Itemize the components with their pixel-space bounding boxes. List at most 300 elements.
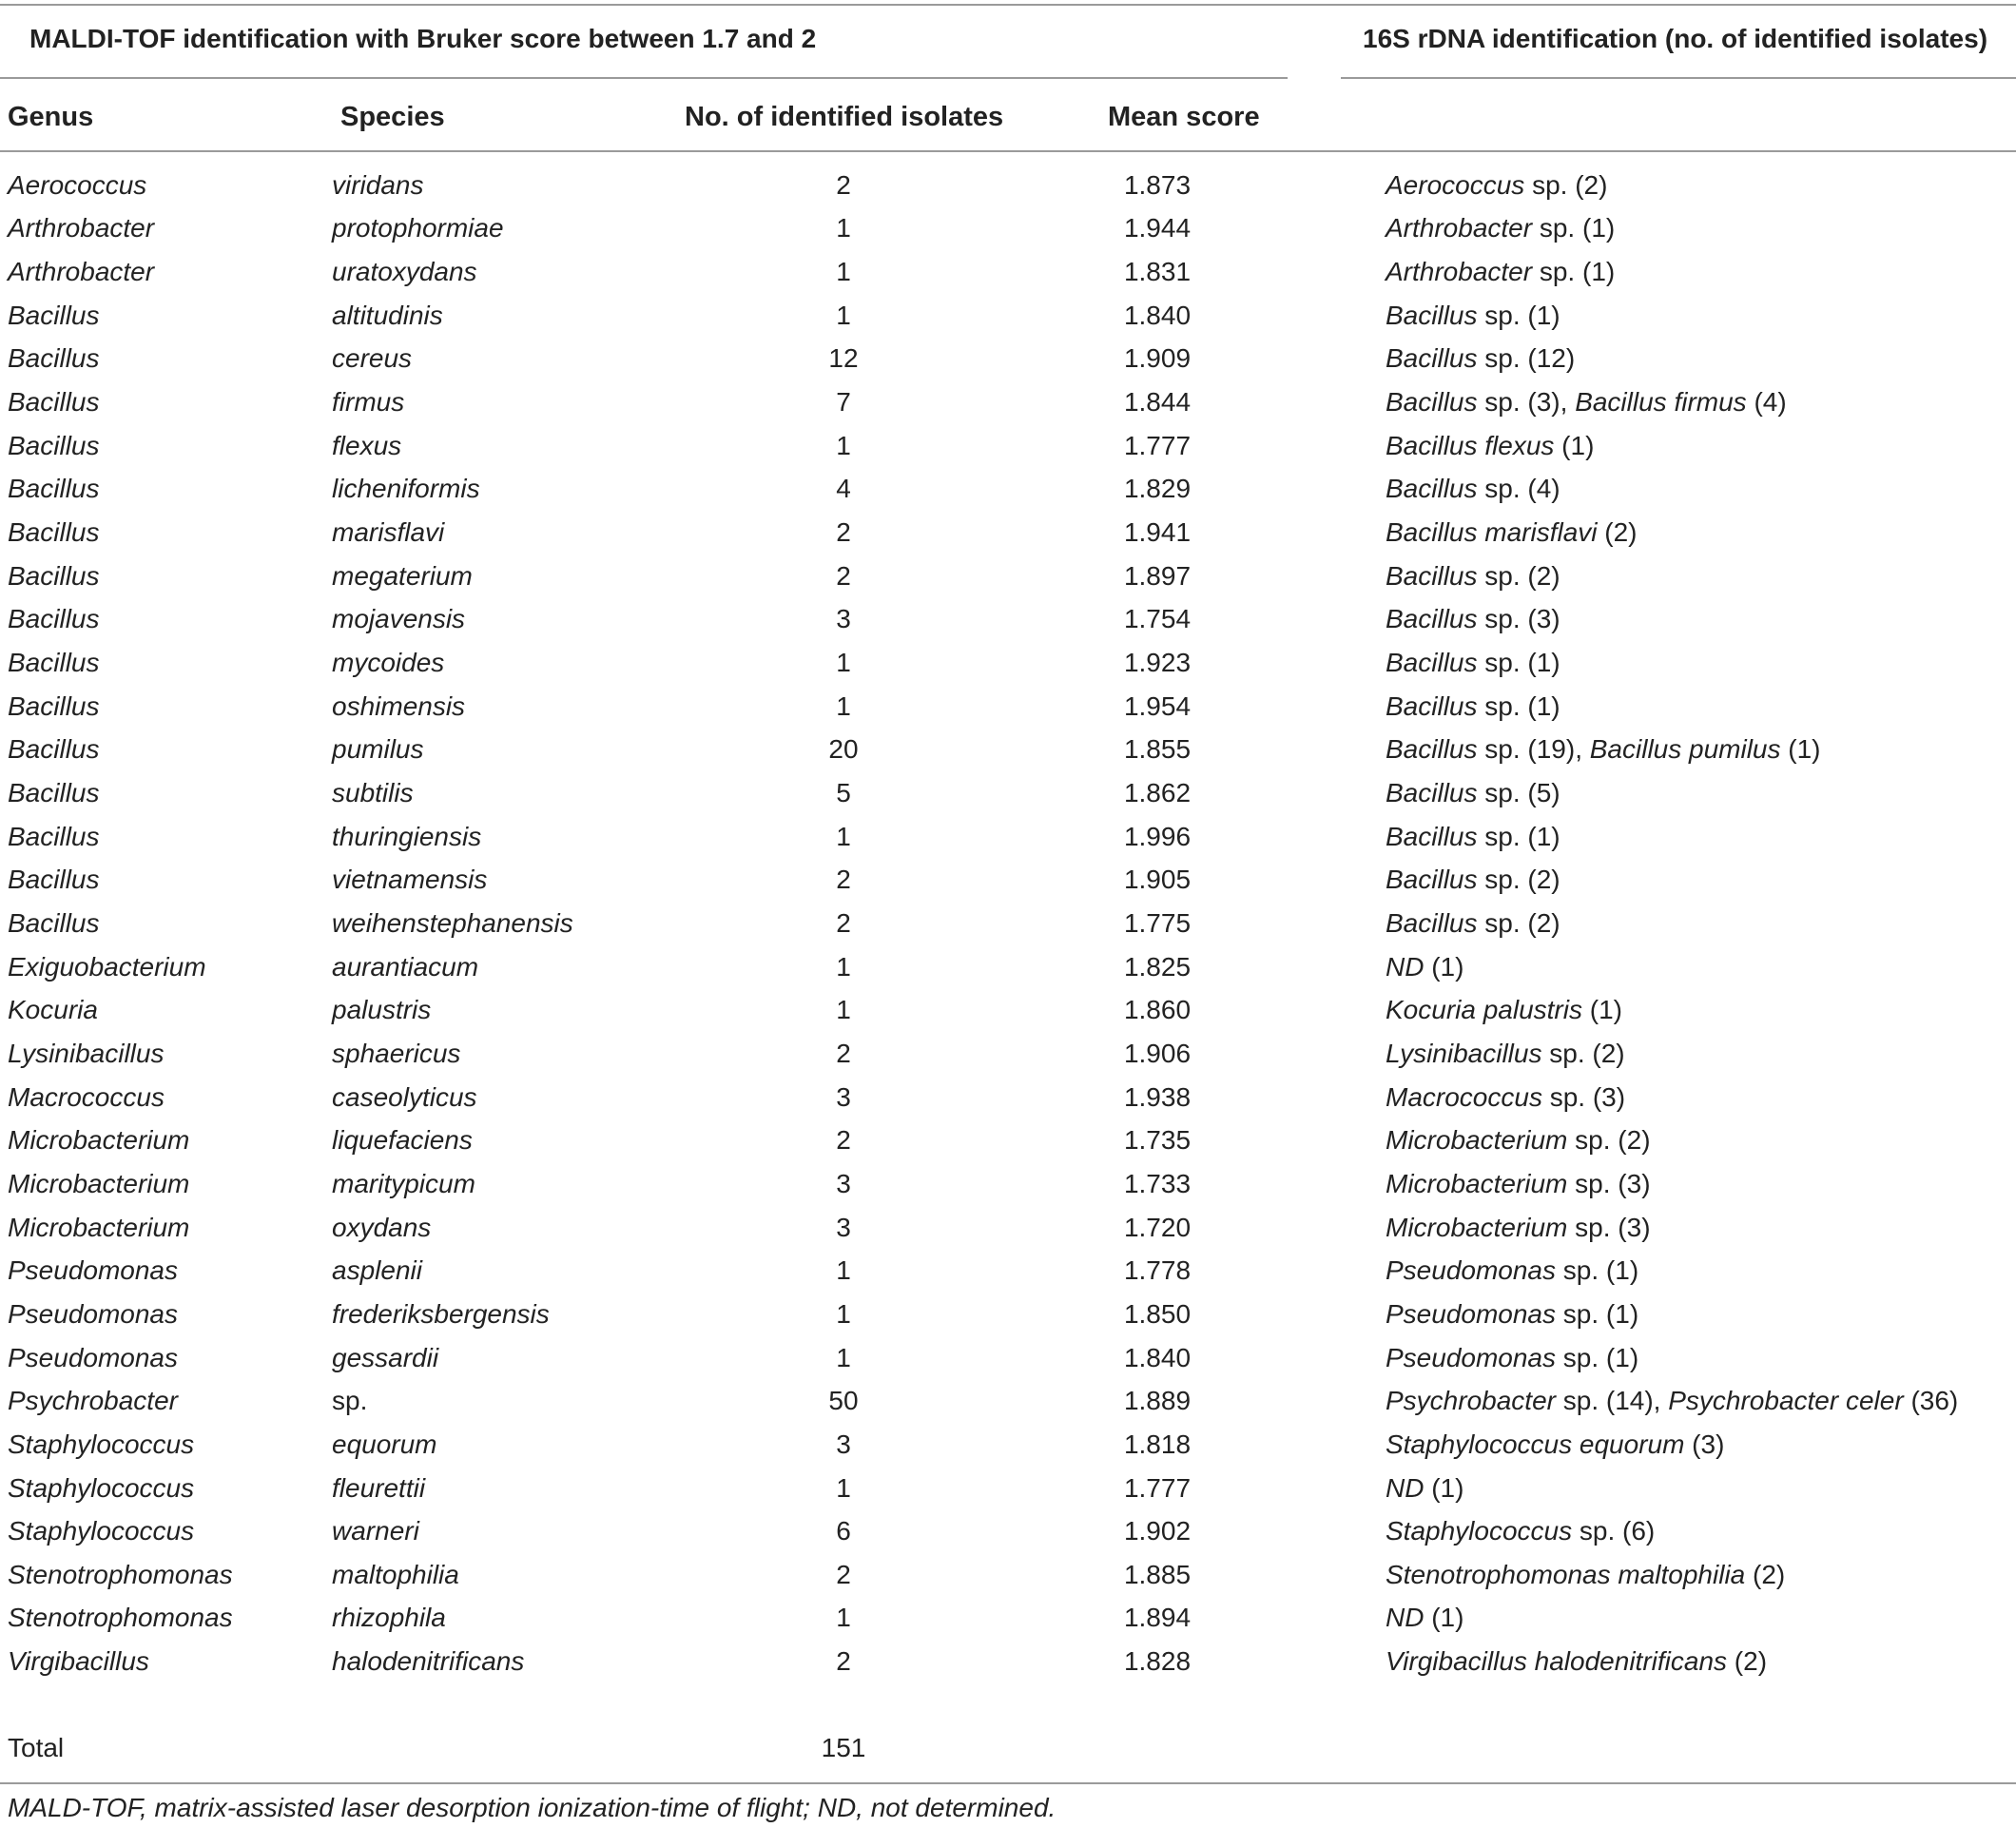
- table-row: [0, 554, 2016, 598]
- species-cell: licheniformis: [332, 474, 480, 504]
- genus-cell: Bacillus: [8, 387, 100, 418]
- rdna-identification-cell: [1376, 598, 2016, 642]
- rdna-taxon-count: sp. (2): [1477, 907, 1560, 938]
- rdna-identification-cell: [1376, 1640, 2016, 1683]
- table-row: [0, 1076, 2016, 1119]
- rdna-identification-cell: [1376, 945, 2016, 989]
- table-row: [0, 815, 2016, 859]
- table-row: [0, 1293, 2016, 1336]
- species-cell: oshimensis: [332, 690, 466, 721]
- genus-cell: Bacillus: [8, 560, 100, 591]
- rdna-identification-cell: [1376, 641, 2016, 685]
- table-row: [0, 164, 2016, 207]
- genus-cell: Pseudomonas: [8, 1298, 179, 1329]
- rdna-group-header: 16S rDNA identification (no. of identified isolates): [1363, 24, 1988, 53]
- mean-score-cell: 1.862: [1123, 778, 1192, 808]
- table-body: [0, 164, 2016, 1683]
- isolates-cell: 20: [828, 734, 859, 765]
- rdna-identification-cell: [1376, 424, 2016, 468]
- rdna-taxon-name: Psychrobacter: [1386, 1386, 1556, 1416]
- mean-score-cell: 1.828: [1123, 1646, 1192, 1677]
- rdna-taxon-name: Bacillus: [1386, 648, 1478, 678]
- genus-cell: Bacillus: [8, 734, 100, 765]
- rdna-taxon-count: sp. (19),: [1477, 734, 1590, 765]
- table-row: [0, 1206, 2016, 1250]
- species-cell: oxydans: [332, 1212, 432, 1242]
- isolates-cell: 1: [836, 1603, 851, 1633]
- species-cell: gessardii: [332, 1342, 439, 1372]
- genus-cell: Bacillus: [8, 474, 100, 504]
- rdna-taxon-name: Bacillus firmus: [1575, 387, 1747, 418]
- genus-cell: Bacillus: [8, 604, 100, 634]
- table-row: [0, 468, 2016, 512]
- table-row: [0, 859, 2016, 903]
- table-row: [0, 598, 2016, 642]
- table-row: [0, 1162, 2016, 1206]
- mean-score-cell: 1.825: [1123, 951, 1192, 982]
- table-row: [0, 1553, 2016, 1597]
- mean-score-column-header: Mean score: [1108, 102, 1260, 132]
- rdna-taxon-count: (2): [1745, 1559, 1786, 1589]
- rdna-identification-cell: [1376, 815, 2016, 859]
- species-cell: aurantiacum: [332, 951, 479, 982]
- mean-score-cell: 1.777: [1123, 1472, 1192, 1503]
- rdna-taxon-name: Macrococcus: [1386, 1081, 1542, 1112]
- rdna-taxon-name: Pseudomonas: [1386, 1298, 1557, 1329]
- rdna-taxon-name: Bacillus: [1386, 821, 1478, 851]
- rdna-identification-cell: [1376, 1206, 2016, 1250]
- mean-score-cell: 1.778: [1123, 1255, 1192, 1286]
- isolates-cell: 5: [836, 778, 851, 808]
- rdna-taxon-count: sp. (2): [1541, 1038, 1625, 1068]
- maldi-group-header: MALDI-TOF identification with Bruker score between 1.7 and 2: [29, 24, 817, 53]
- rdna-taxon-name: Microbacterium: [1386, 1212, 1568, 1242]
- mean-score-cell: 1.831: [1123, 257, 1192, 287]
- genus-cell: Bacillus: [8, 821, 100, 851]
- mean-score-cell: 1.873: [1123, 169, 1192, 200]
- rdna-taxon-count: sp. (1): [1532, 257, 1616, 287]
- species-cell: sphaericus: [332, 1038, 461, 1068]
- rdna-taxon-name: Staphylococcus equorum: [1386, 1429, 1685, 1459]
- table-row: [0, 207, 2016, 251]
- identification-table: [0, 164, 2016, 1683]
- rdna-taxon-count: (1): [1424, 951, 1464, 982]
- species-cell: maltophilia: [332, 1559, 459, 1589]
- rdna-taxon-count: sp. (2): [1477, 560, 1560, 591]
- rdna-identification-cell: [1376, 207, 2016, 251]
- genus-cell: Bacillus: [8, 517, 100, 548]
- genus-cell: Staphylococcus: [8, 1516, 195, 1546]
- species-cell: subtilis: [332, 778, 414, 808]
- table-row: [0, 380, 2016, 424]
- isolates-cell: 2: [836, 517, 851, 548]
- rdna-taxon-count: (3): [1684, 1429, 1725, 1459]
- rdna-identification-cell: [1376, 1293, 2016, 1336]
- table-row: [0, 1118, 2016, 1162]
- footnote: MALD-TOF, matrix-assisted laser desorption ionization-time of flight; ND, not determined.: [8, 1793, 1056, 1822]
- rdna-identification-cell: [1376, 511, 2016, 554]
- genus-cell: Exiguobacterium: [8, 951, 206, 982]
- mean-score-cell: 1.906: [1123, 1038, 1192, 1068]
- rdna-taxon-name: Arthrobacter: [1386, 213, 1533, 243]
- mean-score-cell: 1.923: [1123, 648, 1192, 678]
- mean-score-cell: 1.829: [1123, 474, 1192, 504]
- rdna-identification-cell: [1376, 338, 2016, 381]
- rdna-taxon-count: sp. (2): [1524, 169, 1608, 200]
- species-cell: viridans: [332, 169, 424, 200]
- species-cell: vietnamensis: [332, 865, 488, 895]
- genus-cell: Aerococcus: [8, 169, 147, 200]
- rdna-identification-cell: [1376, 988, 2016, 1032]
- isolates-cell: 50: [828, 1386, 859, 1416]
- rdna-identification-cell: [1376, 1597, 2016, 1641]
- genus-cell: Bacillus: [8, 907, 100, 938]
- isolates-cell: 2: [836, 169, 851, 200]
- isolates-cell: 1: [836, 300, 851, 330]
- mean-score-cell: 1.855: [1123, 734, 1192, 765]
- species-cell: altitudinis: [332, 300, 443, 330]
- mean-score-cell: 1.889: [1123, 1386, 1192, 1416]
- isolates-cell: 3: [836, 1212, 851, 1242]
- rdna-taxon-name: Bacillus: [1386, 690, 1478, 721]
- rdna-taxon-name: Virgibacillus halodenitrificans: [1386, 1646, 1728, 1677]
- isolates-cell: 1: [836, 1298, 851, 1329]
- rdna-identification-cell: [1376, 1553, 2016, 1597]
- species-cell: warneri: [332, 1516, 419, 1546]
- rdna-taxon-name: Bacillus: [1386, 560, 1478, 591]
- species-cell: firmus: [332, 387, 405, 418]
- rdna-taxon-count: sp. (3),: [1477, 387, 1576, 418]
- rdna-taxon-name: Bacillus pumilus: [1589, 734, 1781, 765]
- isolates-cell: 1: [836, 1472, 851, 1503]
- mean-score-cell: 1.754: [1123, 604, 1192, 634]
- rdna-taxon-name: Bacillus: [1386, 474, 1478, 504]
- table-row: [0, 988, 2016, 1032]
- rdna-taxon-name: Lysinibacillus: [1386, 1038, 1542, 1068]
- table-row: [0, 511, 2016, 554]
- isolates-cell: 2: [836, 560, 851, 591]
- total-label: Total: [8, 1733, 65, 1762]
- rdna-identification-cell: [1376, 771, 2016, 815]
- genus-cell: Bacillus: [8, 343, 100, 374]
- rdna-taxon-name: Bacillus: [1386, 604, 1478, 634]
- table-row: [0, 1640, 2016, 1683]
- rdna-taxon-count: (2): [1727, 1646, 1768, 1677]
- mean-score-cell: 1.818: [1123, 1429, 1192, 1459]
- rdna-taxon-name: Bacillus: [1386, 778, 1478, 808]
- rdna-group-rule: [1341, 77, 2016, 79]
- table-row: [0, 729, 2016, 772]
- rdna-taxon-name: Stenotrophomonas maltophilia: [1386, 1559, 1746, 1589]
- rdna-identification-cell: [1376, 1249, 2016, 1293]
- table-row: [0, 424, 2016, 468]
- mean-score-cell: 1.775: [1123, 907, 1192, 938]
- species-cell: caseolyticus: [332, 1081, 477, 1112]
- rdna-taxon-count: sp. (1): [1477, 821, 1560, 851]
- isolates-cell: 12: [828, 343, 859, 374]
- rdna-taxon-name: Bacillus: [1386, 343, 1478, 374]
- rdna-taxon-name: ND: [1386, 1472, 1425, 1503]
- rdna-identification-cell: [1376, 1423, 2016, 1467]
- rdna-taxon-count: sp. (14),: [1555, 1386, 1669, 1416]
- rdna-taxon-count: sp. (3): [1477, 604, 1560, 634]
- table-row: [0, 945, 2016, 989]
- rdna-taxon-count: sp. (3): [1567, 1212, 1651, 1242]
- mean-score-cell: 1.850: [1123, 1298, 1192, 1329]
- rdna-taxon-name: Arthrobacter: [1386, 257, 1533, 287]
- table-row: [0, 294, 2016, 338]
- rdna-taxon-name: Bacillus: [1386, 734, 1478, 765]
- genus-cell: Pseudomonas: [8, 1255, 179, 1286]
- mean-score-cell: 1.894: [1123, 1603, 1192, 1633]
- mean-score-cell: 1.905: [1123, 865, 1192, 895]
- mean-score-cell: 1.720: [1123, 1212, 1192, 1242]
- rdna-taxon-name: Bacillus: [1386, 907, 1478, 938]
- rdna-taxon-count: (1): [1424, 1603, 1464, 1633]
- rdna-taxon-name: ND: [1386, 951, 1425, 982]
- isolates-cell: 1: [836, 257, 851, 287]
- mean-score-cell: 1.954: [1123, 690, 1192, 721]
- isolates-cell: 2: [836, 907, 851, 938]
- rdna-identification-cell: [1376, 164, 2016, 207]
- species-cell: liquefaciens: [332, 1125, 473, 1156]
- species-cell: megaterium: [332, 560, 473, 591]
- rdna-taxon-name: Bacillus: [1386, 300, 1478, 330]
- table-row: [0, 1379, 2016, 1423]
- isolates-cell: 1: [836, 430, 851, 460]
- species-cell: sp.: [332, 1386, 368, 1416]
- table-row: [0, 641, 2016, 685]
- table-row: [0, 1336, 2016, 1380]
- species-cell: equorum: [332, 1429, 437, 1459]
- mean-score-cell: 1.860: [1123, 995, 1192, 1025]
- isolates-cell: 1: [836, 213, 851, 243]
- rdna-taxon-count: sp. (3): [1541, 1081, 1626, 1112]
- genus-cell: Microbacterium: [8, 1125, 190, 1156]
- genus-cell: Stenotrophomonas: [8, 1559, 233, 1589]
- rdna-taxon-name: Bacillus: [1386, 387, 1478, 418]
- species-cell: thuringiensis: [332, 821, 482, 851]
- mean-score-cell: 1.944: [1123, 213, 1192, 243]
- rdna-identification-cell: [1376, 729, 2016, 772]
- rdna-taxon-count: (1): [1554, 430, 1595, 460]
- species-cell: pumilus: [332, 734, 424, 765]
- genus-column-header: Genus: [8, 102, 94, 132]
- genus-cell: Pseudomonas: [8, 1342, 179, 1372]
- species-cell: mojavensis: [332, 604, 466, 634]
- rdna-taxon-name: Pseudomonas: [1386, 1255, 1557, 1286]
- rdna-taxon-count: sp. (1): [1556, 1298, 1639, 1329]
- rdna-identification-cell: [1376, 1162, 2016, 1206]
- rdna-taxon-name: Psychrobacter celer: [1668, 1386, 1904, 1416]
- rdna-taxon-count: (36): [1903, 1386, 1959, 1416]
- species-cell: flexus: [332, 430, 402, 460]
- rdna-taxon-count: sp. (12): [1477, 343, 1576, 374]
- genus-cell: Bacillus: [8, 690, 100, 721]
- rdna-identification-cell: [1376, 859, 2016, 903]
- isolates-cell: 1: [836, 1255, 851, 1286]
- rdna-identification-cell: [1376, 902, 2016, 945]
- mean-score-cell: 1.941: [1123, 517, 1192, 548]
- isolates-cell: 2: [836, 1038, 851, 1068]
- genus-cell: Macrococcus: [8, 1081, 165, 1112]
- rdna-identification-cell: [1376, 1032, 2016, 1076]
- rdna-identification-cell: [1376, 685, 2016, 729]
- mean-score-cell: 1.897: [1123, 560, 1192, 591]
- rdna-taxon-count: sp. (3): [1567, 1168, 1651, 1198]
- rdna-taxon-count: sp. (5): [1477, 778, 1560, 808]
- rdna-taxon-name: Staphylococcus: [1386, 1516, 1573, 1546]
- species-cell: fleurettii: [332, 1472, 426, 1503]
- isolates-cell: 1: [836, 1342, 851, 1372]
- table-row: [0, 685, 2016, 729]
- species-cell: maritypicum: [332, 1168, 475, 1198]
- rdna-identification-cell: [1376, 1336, 2016, 1380]
- genus-cell: Bacillus: [8, 300, 100, 330]
- isolates-cell: 6: [836, 1516, 851, 1546]
- rdna-taxon-count: sp. (1): [1477, 690, 1560, 721]
- mean-score-cell: 1.840: [1123, 300, 1192, 330]
- species-column-header: Species: [340, 102, 445, 132]
- rdna-taxon-name: Microbacterium: [1386, 1168, 1568, 1198]
- isolates-cell: 4: [836, 474, 851, 504]
- rdna-taxon-count: sp. (4): [1477, 474, 1560, 504]
- rdna-taxon-count: sp. (1): [1477, 300, 1560, 330]
- rdna-identification-cell: [1376, 1467, 2016, 1510]
- genus-cell: Microbacterium: [8, 1168, 190, 1198]
- rdna-taxon-count: sp. (1): [1556, 1342, 1639, 1372]
- mean-score-cell: 1.909: [1123, 343, 1192, 374]
- species-cell: uratoxydans: [332, 257, 477, 287]
- total-value: 151: [821, 1733, 866, 1762]
- isolates-cell: 2: [836, 1125, 851, 1156]
- rdna-taxon-count: sp. (1): [1532, 213, 1616, 243]
- isolates-cell: 7: [836, 387, 851, 418]
- table-row: [0, 902, 2016, 945]
- mean-score-cell: 1.840: [1123, 1342, 1192, 1372]
- rdna-identification-cell: [1376, 1118, 2016, 1162]
- table-row: [0, 1509, 2016, 1553]
- rdna-taxon-count: (4): [1746, 387, 1787, 418]
- rdna-taxon-count: sp. (6): [1572, 1516, 1656, 1546]
- species-cell: marisflavi: [332, 517, 445, 548]
- rdna-identification-cell: [1376, 1379, 2016, 1423]
- rdna-taxon-name: Aerococcus: [1386, 169, 1525, 200]
- rdna-taxon-name: Bacillus: [1386, 865, 1478, 895]
- genus-cell: Kocuria: [8, 995, 98, 1025]
- species-cell: protophormiae: [332, 213, 504, 243]
- species-cell: cereus: [332, 343, 413, 374]
- rdna-taxon-name: Bacillus marisflavi: [1386, 517, 1598, 548]
- rdna-taxon-name: Bacillus flexus: [1386, 430, 1555, 460]
- mean-score-cell: 1.938: [1123, 1081, 1192, 1112]
- species-cell: halodenitrificans: [332, 1646, 525, 1677]
- genus-cell: Bacillus: [8, 430, 100, 460]
- header-rule: [0, 150, 2016, 152]
- rdna-identification-cell: [1376, 468, 2016, 512]
- isolates-cell: 2: [836, 1646, 851, 1677]
- table-row: [0, 338, 2016, 381]
- mean-score-cell: 1.902: [1123, 1516, 1192, 1546]
- table-row: [0, 771, 2016, 815]
- genus-cell: Lysinibacillus: [8, 1038, 165, 1068]
- table-row: [0, 1597, 2016, 1641]
- rdna-taxon-count: sp. (1): [1556, 1255, 1639, 1286]
- genus-cell: Microbacterium: [8, 1212, 190, 1242]
- isolates-cell: 2: [836, 865, 851, 895]
- species-cell: mycoides: [332, 648, 445, 678]
- rdna-identification-cell: [1376, 1076, 2016, 1119]
- mean-score-cell: 1.777: [1123, 430, 1192, 460]
- table-row: [0, 1423, 2016, 1467]
- rdna-identification-cell: [1376, 380, 2016, 424]
- rdna-taxon-count: (1): [1581, 995, 1622, 1025]
- mean-score-cell: 1.996: [1123, 821, 1192, 851]
- table-row: [0, 250, 2016, 294]
- rdna-taxon-count: sp. (1): [1477, 648, 1560, 678]
- isolates-cell: 1: [836, 995, 851, 1025]
- species-cell: weihenstephanensis: [332, 907, 573, 938]
- isolates-cell: 3: [836, 1168, 851, 1198]
- genus-cell: Psychrobacter: [8, 1386, 178, 1416]
- isolates-cell: 1: [836, 951, 851, 982]
- genus-cell: Staphylococcus: [8, 1472, 195, 1503]
- genus-cell: Bacillus: [8, 648, 100, 678]
- rdna-taxon-count: sp. (2): [1567, 1125, 1651, 1156]
- genus-cell: Arthrobacter: [8, 213, 155, 243]
- isolates-cell: 3: [836, 604, 851, 634]
- rdna-taxon-count: (2): [1597, 517, 1638, 548]
- isolates-column-header: No. of identified isolates: [685, 102, 1004, 132]
- rdna-taxon-name: Pseudomonas: [1386, 1342, 1557, 1372]
- genus-cell: Bacillus: [8, 778, 100, 808]
- table-row: [0, 1249, 2016, 1293]
- genus-cell: Staphylococcus: [8, 1429, 195, 1459]
- top-rule: [0, 4, 2016, 6]
- table-row: [0, 1032, 2016, 1076]
- genus-cell: Bacillus: [8, 865, 100, 895]
- rdna-identification-cell: [1376, 554, 2016, 598]
- isolates-cell: 1: [836, 821, 851, 851]
- genus-cell: Arthrobacter: [8, 257, 155, 287]
- isolates-cell: 3: [836, 1429, 851, 1459]
- maldi-group-rule: [0, 77, 1288, 79]
- mean-score-cell: 1.733: [1123, 1168, 1192, 1198]
- bottom-rule: [0, 1782, 2016, 1784]
- rdna-identification-cell: [1376, 250, 2016, 294]
- rdna-taxon-count: (1): [1424, 1472, 1464, 1503]
- isolates-cell: 2: [836, 1559, 851, 1589]
- species-cell: rhizophila: [332, 1603, 446, 1633]
- rdna-taxon-name: Kocuria palustris: [1386, 995, 1582, 1025]
- genus-cell: Stenotrophomonas: [8, 1603, 233, 1633]
- isolates-cell: 3: [836, 1081, 851, 1112]
- mean-score-cell: 1.844: [1123, 387, 1192, 418]
- isolates-cell: 1: [836, 648, 851, 678]
- rdna-taxon-count: (1): [1780, 734, 1821, 765]
- species-cell: palustris: [332, 995, 432, 1025]
- species-cell: frederiksbergensis: [332, 1298, 550, 1329]
- genus-cell: Virgibacillus: [8, 1646, 149, 1677]
- rdna-identification-cell: [1376, 294, 2016, 338]
- isolates-cell: 1: [836, 690, 851, 721]
- species-cell: asplenii: [332, 1255, 422, 1286]
- mean-score-cell: 1.885: [1123, 1559, 1192, 1589]
- rdna-identification-cell: [1376, 1509, 2016, 1553]
- mean-score-cell: 1.735: [1123, 1125, 1192, 1156]
- table-row: [0, 1467, 2016, 1510]
- rdna-taxon-name: Microbacterium: [1386, 1125, 1568, 1156]
